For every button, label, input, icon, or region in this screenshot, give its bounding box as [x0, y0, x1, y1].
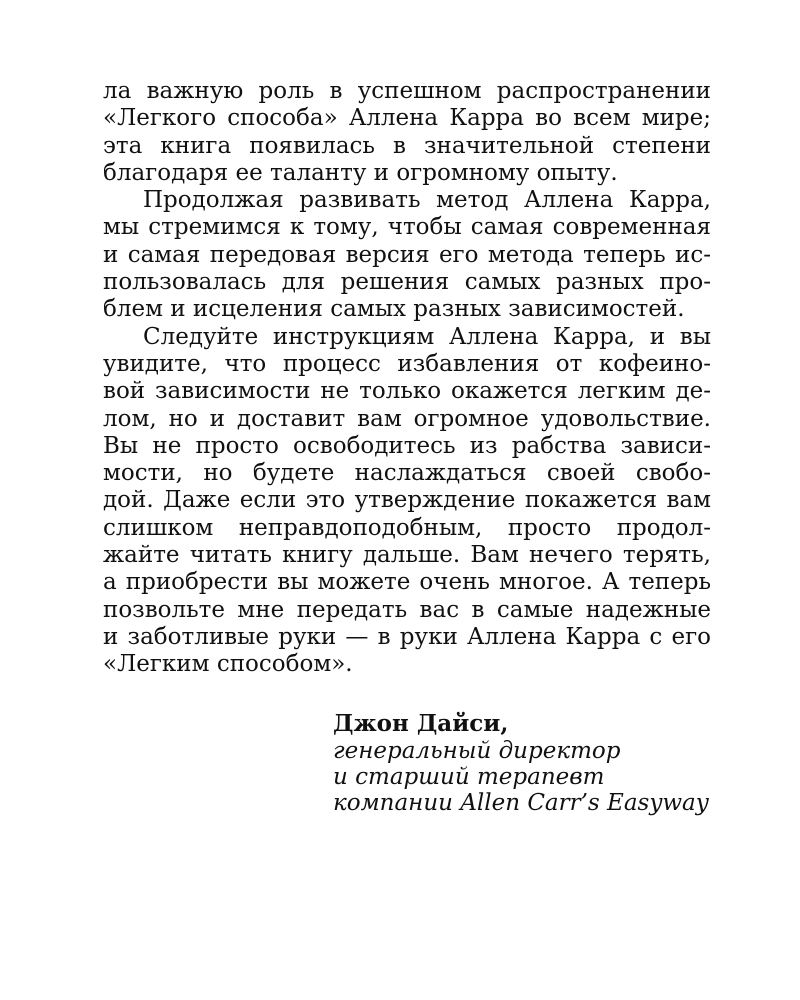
text-line: Продолжая развивать метод Аллена Карра,: [143, 187, 711, 214]
text-line: Следуйте инструкциям Аллена Карра, и вы: [143, 323, 711, 350]
text-line: а приобрести вы можете очень многое. А теперь: [103, 569, 711, 596]
text-line: Вы не просто освободитесь из рабства зависи-: [103, 432, 711, 459]
signature-name: Джон Дайси,: [333, 710, 509, 737]
text-line: блем и исцеления самых разных зависимостей.: [103, 296, 685, 323]
text-line: «Легкого способа» Аллена Карра во всем мире;: [103, 105, 711, 132]
text-line: «Легким способом».: [103, 651, 353, 678]
text-line: благодаря ее таланту и огромному опыту.: [103, 159, 618, 186]
signature-title-line: генеральный директор: [333, 738, 621, 764]
text-line: слишком неправдоподобным, просто продол-: [103, 514, 711, 541]
signature-title-line: и старший терапевт: [333, 764, 605, 790]
signature-block: [333, 710, 733, 816]
text-line: дой. Даже если это утверждение покажется вам: [103, 487, 711, 514]
text-line: и самая передовая версия его метода теперь ис-: [103, 241, 711, 268]
text-line: вой зависимости не только окажется легким де-: [103, 378, 711, 405]
text-line: позвольте мне передать вас в самые надежные: [103, 596, 711, 623]
text-line: пользовалась для решения самых разных про-: [103, 269, 711, 296]
signature-company-line: компании Allen Carr’s Easyway: [333, 790, 709, 816]
text-line: лом, но и доставит вам огромное удовольствие.: [103, 405, 711, 432]
text-line: эта книга появилась в значительной степени: [103, 132, 711, 159]
body-text: [103, 78, 711, 679]
text-line: увидите, что процесс избавления от кофеино-: [103, 350, 711, 377]
text-line: мости, но будете наслаждаться своей свобо-: [103, 460, 711, 487]
text-line: мы стремимся к тому, чтобы самая современная: [103, 214, 711, 241]
text-line: жайте читать книгу дальше. Вам нечего терять,: [103, 542, 711, 569]
text-line: ла важную роль в успешном распространении: [103, 78, 711, 104]
text-line: и заботливые руки — в руки Аллена Карра с его: [103, 623, 711, 650]
